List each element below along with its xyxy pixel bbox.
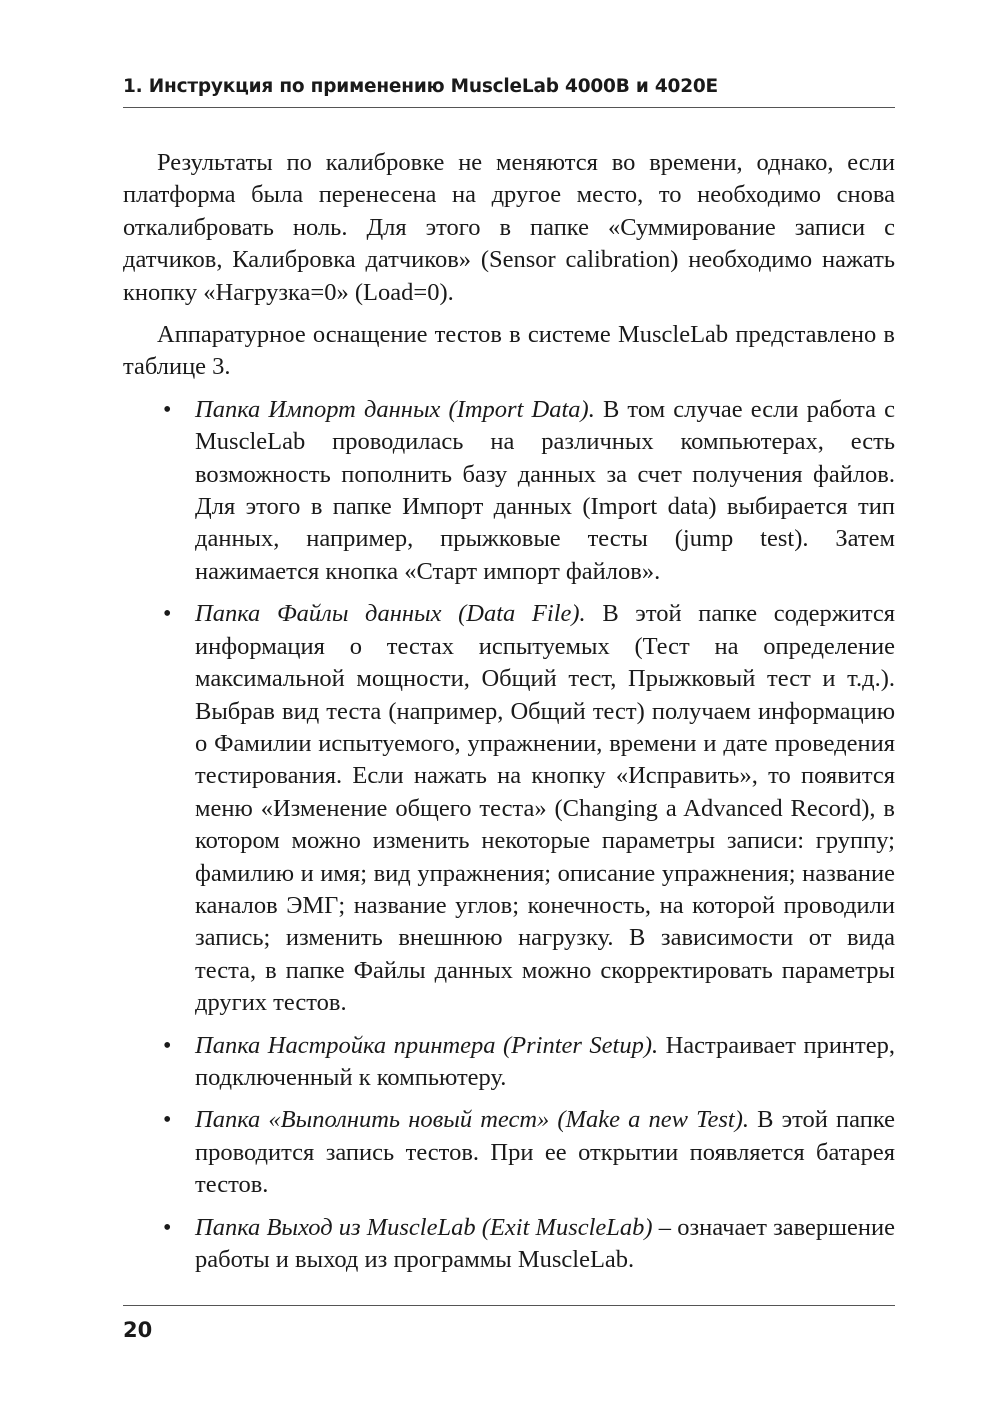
list-item-title: Папка Импорт данных (Import Data). xyxy=(195,395,595,423)
list-item-title: Папка Выход из MuscleLab (Exit MuscleLab) xyxy=(195,1213,653,1241)
list-item-new-test xyxy=(123,1104,895,1201)
list-item-text: – означает завершение работы и выход из программы MuscleLab. xyxy=(195,1213,896,1273)
paragraph-hardware: Аппаратурное оснащение тестов в системе MuscleLab представлено в таблице 3. xyxy=(123,321,895,381)
list-item-text: Настраивает принтер, подключенный к компьютеру. xyxy=(195,1031,895,1091)
list-item-printer-setup xyxy=(123,1030,895,1095)
header-rule xyxy=(123,107,895,108)
bullet-icon: • xyxy=(163,1214,172,1241)
list-item-exit xyxy=(123,1212,895,1277)
running-header-title: 1. Инструкция по применению MuscleLab 4000B и 4020E xyxy=(123,76,718,97)
list-item-data-file xyxy=(123,598,895,1019)
list-item-title: Папка «Выполнить новый тест» (Make a new Test). xyxy=(195,1106,750,1134)
bullet-icon: • xyxy=(163,396,172,423)
list-item-import-data xyxy=(123,394,895,588)
list-item-text: В этой папке содержится информация о тестах испытуемых (Тест на определение максимальной мощности, Общий тест, Прыжковый тест и т.д.). Выбрав вид теста (например, Общий тест) получаем информацию о Фамилии испытуемого, упражнении, времени и дате проведения тестирования. Если нажать на кнопку «Исправить», то появится меню «Изменение общего теста» (Changing a Advanced Record), в котором можно изменить некоторые параметры записи: группу; фамилию и имя; вид упражнения; описание упражнения; название каналов ЭМГ; название углов; конечность, на которой проводили запись; изменить внешнюю нагрузку. В зависимости от вида теста, в папке Файлы данных можно скорректировать параметры других тестов. xyxy=(195,600,895,1017)
list-item-title: Папка Файлы данных (Data File). xyxy=(195,600,586,628)
list-item-text: В этой папке проводится запись тестов. При ее открытии появляется батарея тестов. xyxy=(195,1106,896,1199)
footer-rule xyxy=(123,1305,895,1306)
bullet-icon: • xyxy=(163,1107,172,1134)
page-body xyxy=(123,147,895,1286)
list-item-text: В том случае если работа с MuscleLab проводилась на различных компьютерах, есть возможность пополнить базу данных за счет получения файлов. Для этого в папке Импорт данных (Import data) выбирается тип данных, например, прыжковые тесты (jump test). Затем нажимается кнопка «Старт импорт файлов». xyxy=(195,395,896,585)
bullet-icon: • xyxy=(163,1032,172,1059)
paragraph-calibration: Результаты по калибровке не меняются во времени, однако, если платформа была перенесена на другое место, то необходимо снова откалибровать ноль. Для этого в папке «Суммирование записи с датчиков, Калибровка датчиков» (Sensor calibration) необходимо нажать кнопку «Нагрузка=0» (Load=0). xyxy=(123,149,895,306)
page-number: 20 xyxy=(123,1318,153,1342)
bullet-icon: • xyxy=(163,601,172,628)
list-item-title: Папка Настройка принтера (Printer Setup). xyxy=(195,1031,659,1059)
folder-list xyxy=(123,394,895,1277)
